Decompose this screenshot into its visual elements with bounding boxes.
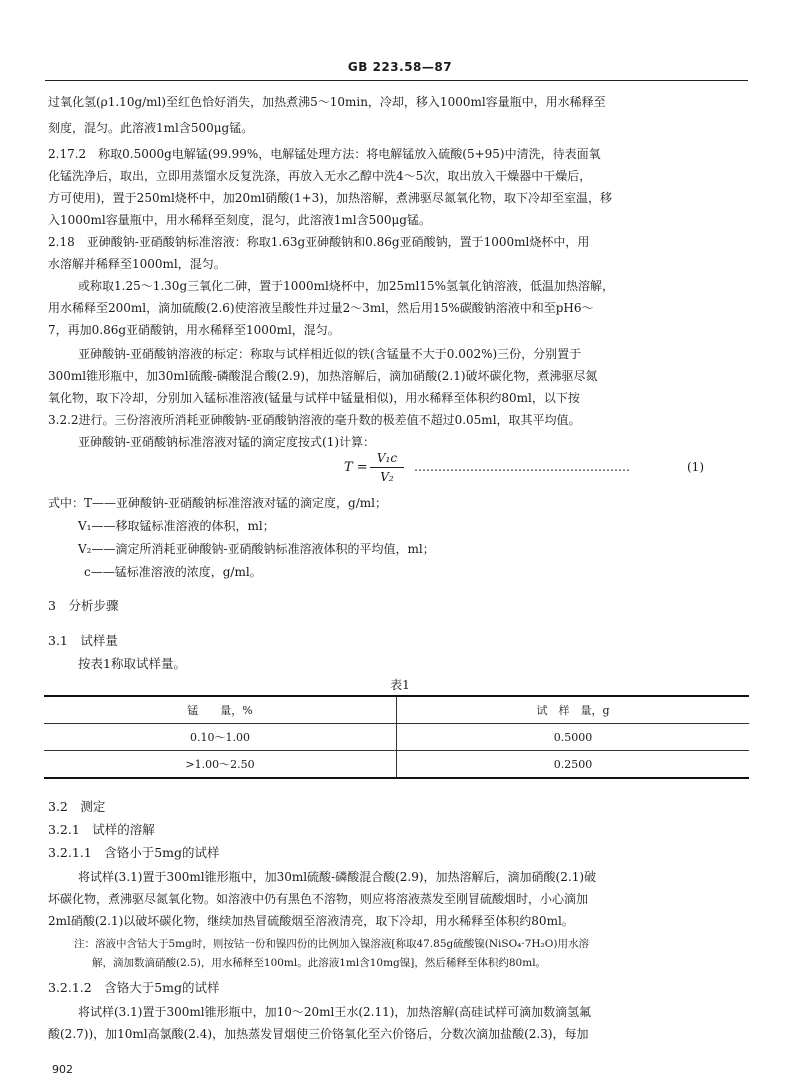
section-heading: 3.1 试样量	[48, 633, 118, 648]
formula-fraction	[370, 450, 404, 485]
paragraph-line: 2.18 亚砷酸钠-亚硝酸钠标准溶液：称取1.63g亚砷酸钠和0.86g亚硝酸钠，置于1000ml烧杯中，用	[48, 235, 590, 249]
paragraph-line: 用水稀释至200ml，滴加硫酸(2.6)使溶液呈酸性并过量2～3ml，然后用15%碳酸钠溶液中和至pH6～	[48, 301, 594, 315]
paragraph-line: 将试样(3.1)置于300ml锥形瓶中，加30ml硫酸-磷酸混合酸(2.9)，加热溶解后，滴加硝酸(2.1)破	[78, 870, 597, 884]
paragraph-line: 3.2.2进行。三份溶液所消耗亚砷酸钠-亚硝酸钠溶液的毫升数的极差值不超过0.05ml，取其平均值。	[48, 413, 581, 427]
table-1	[44, 695, 749, 779]
table-row	[44, 724, 749, 751]
fraction-bar	[370, 467, 404, 468]
note-line: 解，滴加数滴硝酸(2.5)，用水稀释至100ml。此溶液1ml含10mg镍]，然后稀释至体积约80ml。	[92, 957, 547, 969]
paragraph-line: 酸(2.7))，加10ml高氯酸(2.4)，加热蒸发冒烟使三价铬氧化至六价铬后，分数次滴加盐酸(2.3)，每加	[48, 1027, 589, 1041]
header-rule	[45, 80, 748, 81]
paragraph-line: 或称取1.25～1.30g三氧化二砷，置于1000ml烧杯中，加25ml15%氢氧化钠溶液，低温加热溶解，	[78, 279, 615, 293]
paragraph-line: 将试样(3.1)置于300ml锥形瓶中，加10～20ml王水(2.11)，加热溶解(高硅试样可滴加数滴氢氟	[78, 1005, 592, 1019]
table-cell: 0.5000	[397, 724, 750, 751]
table-cell: 0.2500	[397, 751, 750, 779]
paragraph-line: 亚砷酸钠-亚硝酸钠溶液的标定：称取与试样相近似的铁(含锰量不大于0.002%)三份，分别置于	[78, 347, 582, 361]
table-cell: 0.10～1.00	[44, 724, 397, 751]
variable-definition-line: c——锰标准溶液的浓度，g/ml。	[84, 565, 262, 579]
table-header-row	[44, 696, 749, 724]
variable-definition-line: V₁——移取锰标准溶液的体积，ml；	[78, 519, 275, 533]
paragraph-line: 入1000ml容量瓶中，用水稀释至刻度，混匀，此溶液1ml含500μg锰。	[48, 213, 431, 227]
paragraph-line: 水溶解并稀释至1000ml，混匀。	[48, 257, 226, 271]
paragraph-line: 氧化物，取下冷却，分别加入锰标准溶液(锰量与试样中锰量相似)，用水稀释至体积约80ml，以下按	[48, 391, 580, 405]
section-heading: 3.2.1.2 含铬大于5mg的试样	[48, 980, 220, 995]
section-heading: 3 分析步骤	[48, 598, 119, 613]
paragraph-line: 2ml硝酸(2.1)以破坏碳化物，继续加热冒硫酸烟至溶液清亮，取下冷却，用水稀释至体积约80ml。	[48, 914, 574, 928]
paragraph-line: 7，再加0.86g亚硝酸钠，用水稀释至1000ml，混匀。	[48, 323, 340, 337]
table-header-sample-mass: 试 样 量，g	[397, 696, 750, 724]
formula-number: (1)	[687, 460, 704, 474]
paragraph-line: 过氧化氢(ρ1.10g/ml)至红色恰好消失，加热煮沸5～10min，冷却，移入1000ml容量瓶中，用水稀释至	[48, 95, 606, 109]
paragraph-line: 坏碳化物，煮沸驱尽氮氧化物。如溶液中仍有黑色不溶物，则应将溶液蒸发至刚冒硫酸烟时，小心滴加	[48, 892, 589, 906]
table-caption: 表1	[390, 678, 410, 692]
formula-lhs: T =	[344, 460, 368, 475]
note-line: 注：溶液中含钴大于5mg时，则按钴一份和镍四份的比例加入镍溶液[称取47.85g硫酸镍(NiSO₄·7H₂O)用水溶	[74, 938, 589, 950]
section-heading: 按表1称取试样量。	[78, 656, 186, 671]
paragraph-line: 刻度，混匀。此溶液1ml含500μg锰。	[48, 121, 254, 135]
formula-denominator: V₂	[380, 470, 394, 484]
paragraph-line: 亚砷酸钠-亚硝酸钠标准溶液对锰的滴定度按式(1)计算：	[78, 435, 376, 449]
section-heading: 3.2 测定	[48, 799, 106, 814]
formula-leader-dots: ………………………………………………	[414, 460, 630, 474]
paragraph-line: 化锰洗净后，取出，立即用蒸馏水反复洗涤，再放入无水乙醇中洗4～5次，取出放入干燥器中干燥后，	[48, 169, 592, 183]
paragraph-line: 2.17.2 称取0.5000g电解锰(99.99%，电解锰处理方法：将电解锰放入硫酸(5+95)中清洗，待表面氧	[48, 147, 601, 161]
page-number: 902	[52, 1063, 73, 1076]
paragraph-line: 300ml锥形瓶中，加30ml硫酸-磷酸混合酸(2.9)，加热溶解后，滴加硝酸(2.1)破坏碳化物，煮沸驱尽氮	[48, 369, 598, 383]
variable-definition-line: 式中：T——亚砷酸钠-亚硝酸钠标准溶液对锰的滴定度，g/ml；	[48, 496, 388, 510]
formula-numerator: V₁c	[376, 451, 398, 465]
formula-1	[344, 450, 704, 486]
table-cell: >1.00～2.50	[44, 751, 397, 779]
standard-code-header: GB 223.58—87	[347, 60, 453, 74]
table-row	[44, 751, 749, 779]
section-heading: 3.2.1 试样的溶解	[48, 822, 155, 837]
table-header-manganese: 锰 量，%	[44, 696, 397, 724]
variable-definition-line: V₂——滴定所消耗亚砷酸钠-亚硝酸钠标准溶液体积的平均值，ml；	[78, 542, 435, 556]
section-heading: 3.2.1.1 含铬小于5mg的试样	[48, 845, 220, 860]
paragraph-line: 方可使用)，置于250ml烧杯中，加20ml硝酸(1+3)，加热溶解，煮沸驱尽氮氧化物，取下冷却至室温，移	[48, 191, 612, 205]
